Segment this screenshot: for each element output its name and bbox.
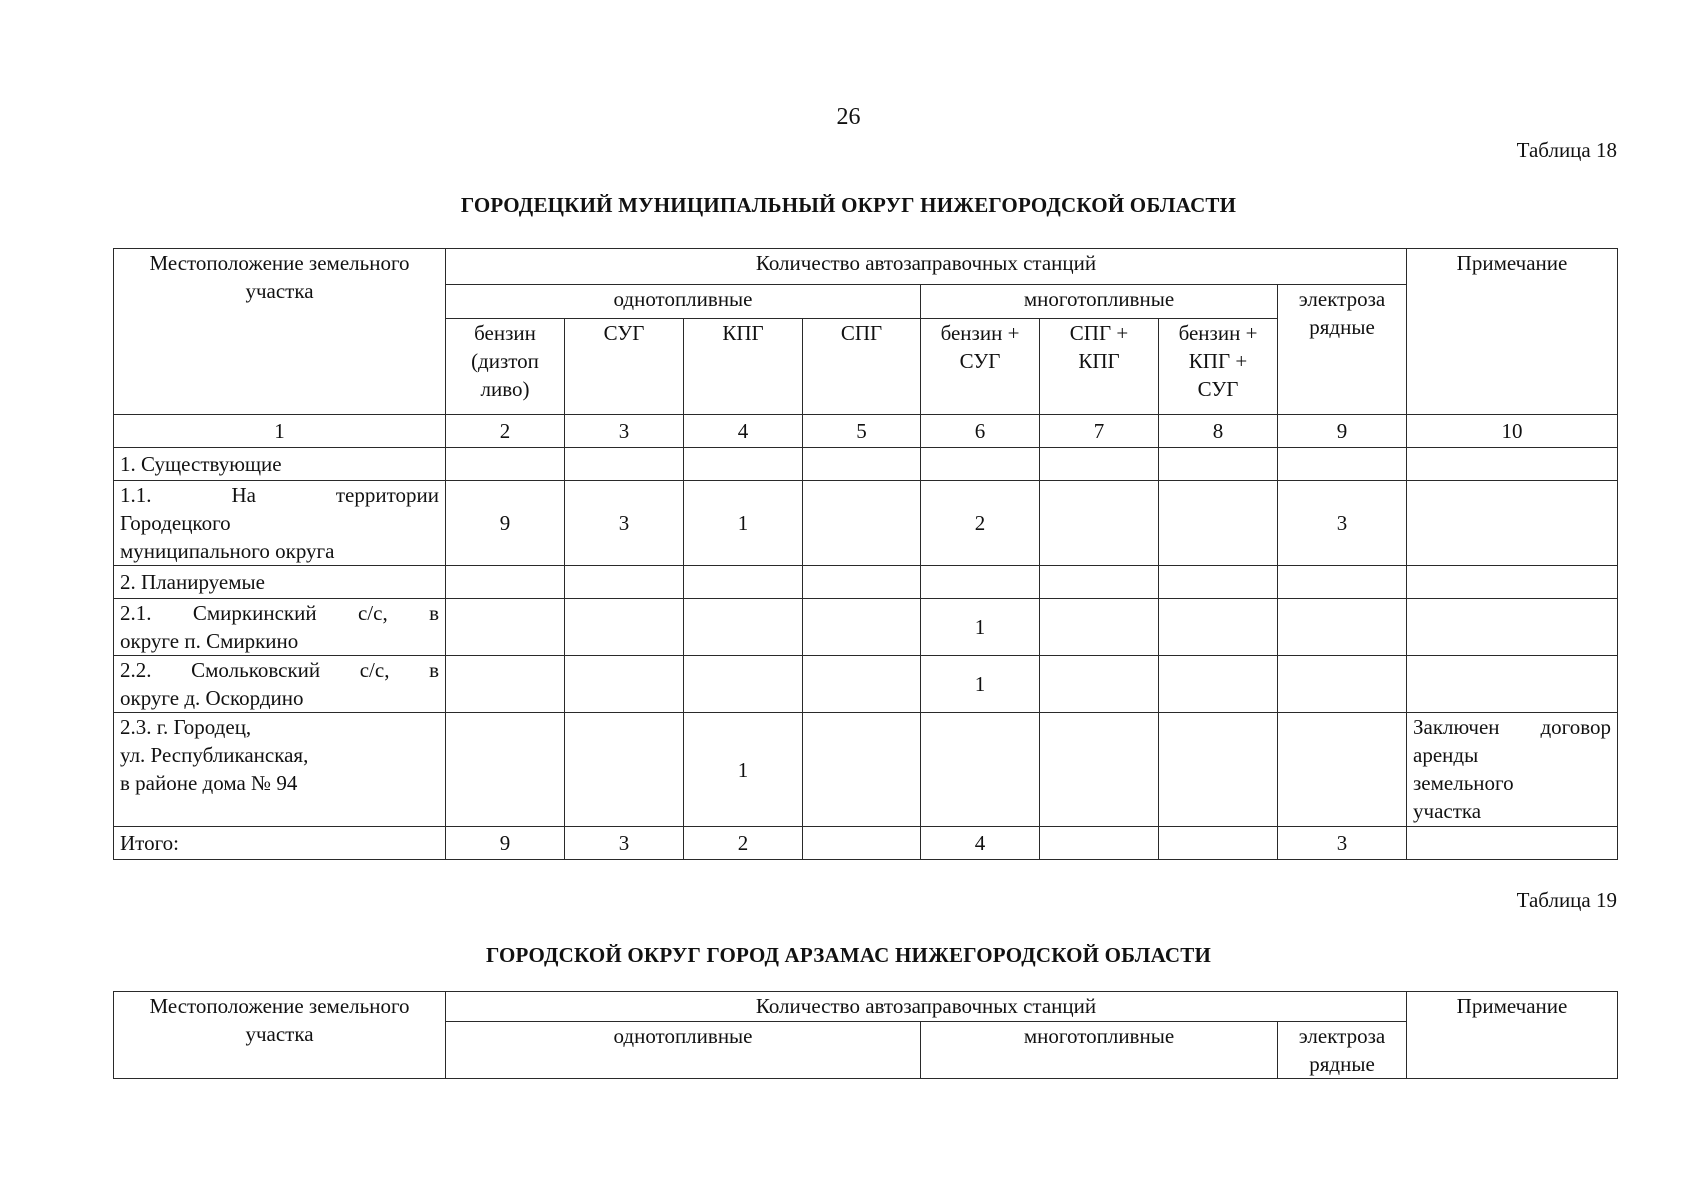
header-lng: СПГ: [803, 319, 921, 415]
row-2-2-petrol-lpg: 1: [921, 656, 1040, 713]
column-number: 5: [803, 415, 921, 448]
column-number: 6: [921, 415, 1040, 448]
table-row: [114, 656, 1618, 713]
row-1-1-location: 1.1. На территории Городецкого муниципального округа: [114, 481, 446, 566]
column-number: 1: [114, 415, 446, 448]
header-electric: электроза рядные: [1278, 1022, 1407, 1079]
row-2-3-location: 2.3. г. Городец, ул. Республиканская, в районе дома № 94: [114, 713, 446, 827]
column-number: 8: [1159, 415, 1278, 448]
total-cng: 2: [684, 827, 803, 860]
header-mono: однотопливные: [446, 1022, 921, 1079]
total-lpg: 3: [565, 827, 684, 860]
header-electric: электроза рядные: [1278, 285, 1407, 415]
table-19-label: Таблица 19: [1516, 888, 1617, 912]
table-18: [113, 248, 1618, 860]
table-row: [114, 481, 1618, 566]
row-1-1-lpg: 3: [565, 481, 684, 566]
header-lng-cng: СПГ + КПГ: [1040, 319, 1159, 415]
column-number: 7: [1040, 415, 1159, 448]
header-count: Количество автозаправочных станций: [446, 992, 1407, 1022]
section-existing-label: 1. Существующие: [114, 448, 446, 481]
total-electric: 3: [1278, 827, 1407, 860]
row-2-1-location: 2.1. Смиркинский с/с, в округе п. Смиркино: [114, 599, 446, 656]
column-number: 2: [446, 415, 565, 448]
total-petrol: 9: [446, 827, 565, 860]
section-planned-label: 2. Планируемые: [114, 566, 446, 599]
row-2-2-location: 2.2. Смольковский с/с, в округе д. Оскордино: [114, 656, 446, 713]
header-location: Местоположение земельного участка: [114, 249, 446, 415]
section-planned-row: [114, 566, 1618, 599]
header-lpg: СУГ: [565, 319, 684, 415]
header-note: Примечание: [1407, 992, 1618, 1079]
table-row: [114, 713, 1618, 827]
row-2-3-note: Заключен договор аренды земельного участка: [1407, 713, 1618, 827]
table-18-label: Таблица 18: [1516, 138, 1617, 162]
table-19-title: ГОРОДСКОЙ ОКРУГ ГОРОД АРЗАМАС НИЖЕГОРОДСКОЙ ОБЛАСТИ: [485, 943, 1212, 967]
header-row-1: [114, 992, 1618, 1022]
header-petrol: бензин (дизтоп ливо): [446, 319, 565, 415]
header-location: Местоположение земельного участка: [114, 992, 446, 1079]
header-mono: однотопливные: [446, 285, 921, 319]
header-petrol-lpg: бензин + СУГ: [921, 319, 1040, 415]
row-1-1-electric: 3: [1278, 481, 1407, 566]
column-number: 3: [565, 415, 684, 448]
header-multi: многотопливные: [921, 285, 1278, 319]
page-number: 26: [836, 104, 861, 130]
row-1-1-petrol-lpg: 2: [921, 481, 1040, 566]
total-petrol-lpg: 4: [921, 827, 1040, 860]
column-number-row: [114, 415, 1618, 448]
column-number: 9: [1278, 415, 1407, 448]
row-1-1-cng: 1: [684, 481, 803, 566]
table-18-title: ГОРОДЕЦКИЙ МУНИЦИПАЛЬНЫЙ ОКРУГ НИЖЕГОРОДСКОЙ ОБЛАСТИ: [460, 193, 1237, 217]
header-row-1: [114, 249, 1618, 285]
total-row: [114, 827, 1618, 860]
column-number: 10: [1407, 415, 1618, 448]
total-label: Итого:: [114, 827, 446, 860]
header-multi: многотопливные: [921, 1022, 1278, 1079]
header-petrol-cng-lpg: бензин + КПГ + СУГ: [1159, 319, 1278, 415]
table-19: [113, 991, 1618, 1079]
row-2-1-petrol-lpg: 1: [921, 599, 1040, 656]
header-count: Количество автозаправочных станций: [446, 249, 1407, 285]
row-2-3-cng: 1: [684, 713, 803, 827]
header-cng: КПГ: [684, 319, 803, 415]
header-note: Примечание: [1407, 249, 1618, 415]
row-1-1-petrol: 9: [446, 481, 565, 566]
section-existing-row: [114, 448, 1618, 481]
table-row: [114, 599, 1618, 656]
column-number: 4: [684, 415, 803, 448]
